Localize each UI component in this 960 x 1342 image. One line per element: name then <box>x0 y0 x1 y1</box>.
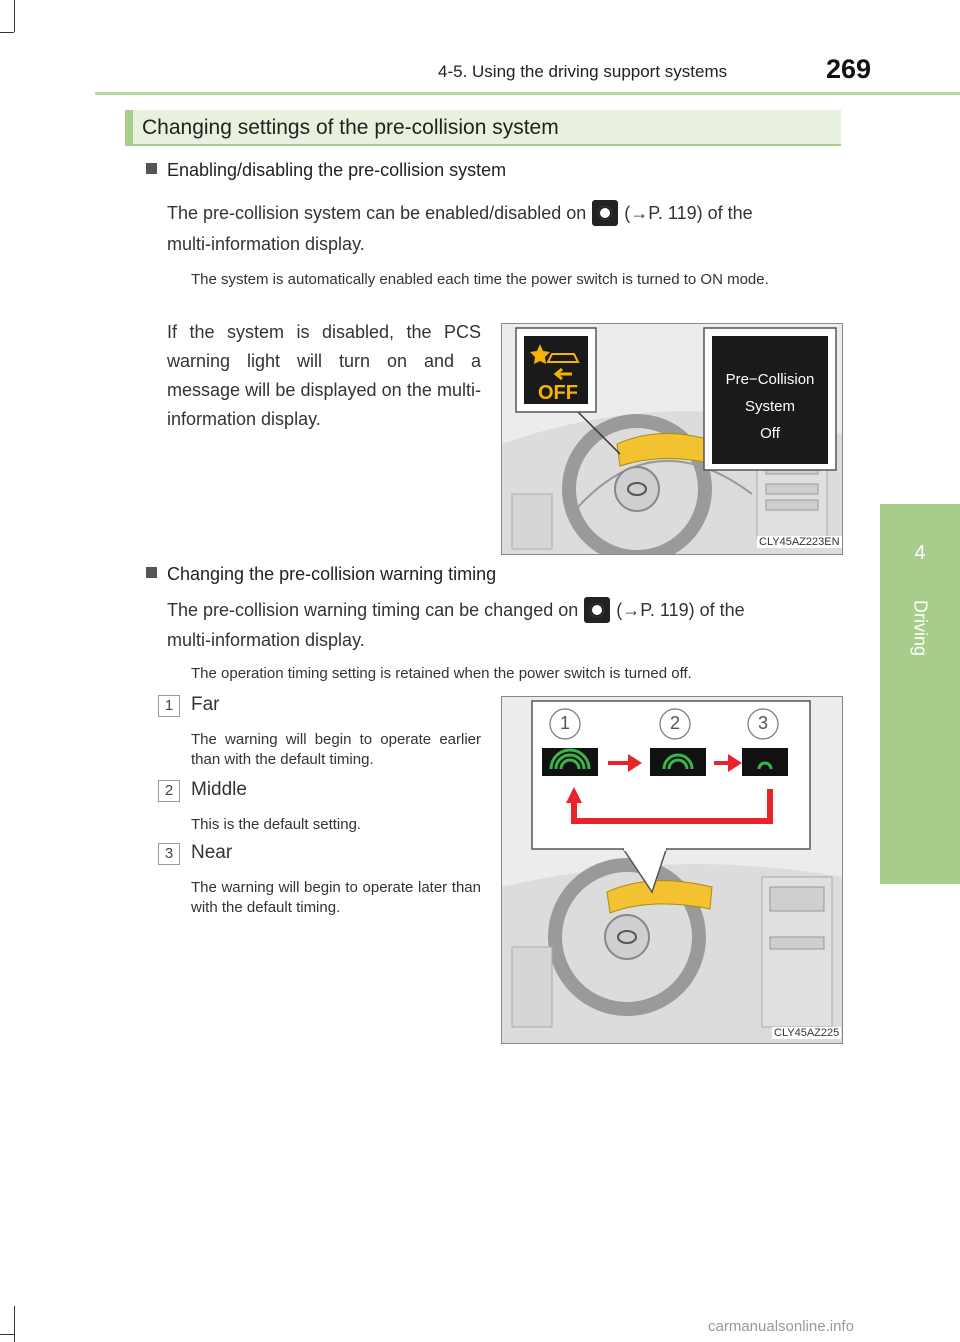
item-number-box: 1 <box>158 695 180 717</box>
callout-number: 2 <box>669 713 680 733</box>
subheading-enable-disable: Enabling/disabling the pre-collision system <box>146 160 506 181</box>
settings-gear-icon <box>584 597 610 623</box>
crop-mark <box>0 1334 14 1335</box>
item-label-far: Far <box>191 694 220 715</box>
figure-code: CLY45AZ223EN <box>759 536 840 548</box>
header-section-title: 4-5. Using the driving support systems <box>438 62 728 81</box>
disabled-description: If the system is disabled, the PCS warning light will turn on and a message will be displayed on the multi-information display. <box>167 322 481 429</box>
chapter-tab-number: 4 <box>914 542 926 564</box>
warning-timing-illustration <box>501 696 843 1044</box>
mid-display-message: Pre−Collision System Off <box>725 371 815 442</box>
section-title: Changing settings of the pre-collision system <box>142 116 559 139</box>
footer-watermark[interactable]: carmanualsonline.info <box>708 1318 854 1335</box>
enable-disable-paragraph: The pre-collision system can be enabled/disabled on (→P. 119) of the multi-information display. <box>167 198 835 260</box>
page-number: 269 <box>826 54 872 84</box>
item-desc-near: The warning will begin to operate later than with the default timing. <box>191 879 481 916</box>
item-desc-far: The warning will begin to operate earlier than with the default timing. <box>191 731 481 768</box>
item-label-middle: Middle <box>191 779 247 800</box>
callout-number: 3 <box>757 713 768 733</box>
item-desc-middle: This is the default setting. <box>191 816 362 833</box>
item-label-near: Near <box>191 842 233 863</box>
callout-number: 1 <box>559 713 570 733</box>
crop-mark <box>14 0 15 32</box>
item-number-box: 2 <box>158 780 180 802</box>
pcs-off-indicator-text: OFF <box>538 382 578 404</box>
square-bullet-icon <box>146 163 157 174</box>
item-number-box: 3 <box>158 843 180 865</box>
pcs-off-illustration <box>501 323 843 555</box>
auto-enable-note: The system is automatically enabled each time the power switch is turned to ON mode. <box>191 271 769 288</box>
crop-mark <box>14 1306 15 1342</box>
warning-timing-paragraph: The pre-collision warning timing can be changed on (→P. 119) of the multi-information display. <box>167 595 835 655</box>
crop-mark <box>0 32 14 33</box>
header-rule <box>95 92 960 95</box>
timing-drawing <box>502 697 842 1043</box>
settings-gear-icon <box>592 200 618 226</box>
subheading-warning-timing: Changing the pre-collision warning timing <box>146 564 496 585</box>
square-bullet-icon <box>146 567 157 578</box>
timing-retained-note: The operation timing setting is retained when the power switch is turned off. <box>191 665 692 682</box>
figure-code: CLY45AZ225 <box>774 1027 840 1039</box>
chapter-tab-label: Driving <box>910 600 931 657</box>
